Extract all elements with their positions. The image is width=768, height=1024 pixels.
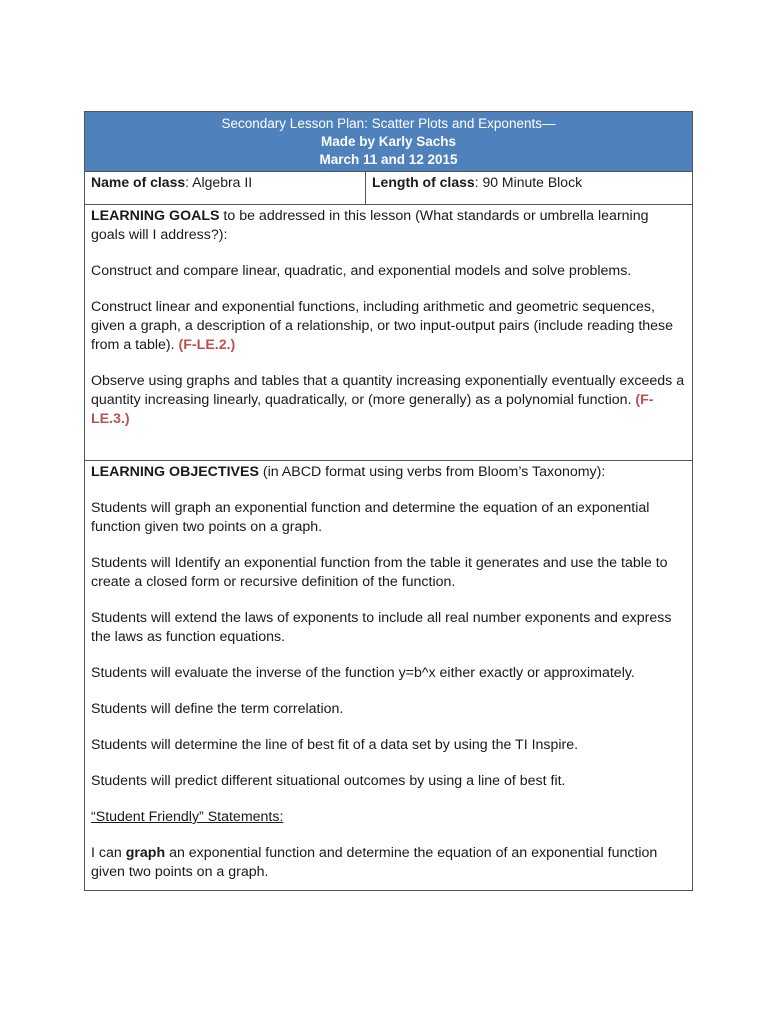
goal-item: [91, 372, 686, 429]
objective-item: Students will Identify an exponential function from the table it generates and use the table to create a closed form or recursive definition of the function.: [91, 555, 668, 590]
plan-header: [85, 112, 692, 172]
goal-item: [91, 262, 686, 281]
class-length-label: Length of class: [372, 174, 475, 190]
objectives-intro-text: (in ABCD format using verbs from Bloom’s Taxonomy):: [258, 464, 606, 480]
objective-item: Students will extend the laws of exponents to include all real number exponents and express the laws as function equations.: [91, 610, 672, 645]
class-info-row: [85, 172, 692, 205]
objectives-intro: [91, 463, 686, 482]
class-length-value: : 90 Minute Block: [474, 174, 583, 190]
standard-code: (F-LE.3.): [91, 392, 654, 427]
objective-item: Students will define the term correlation.: [91, 701, 344, 717]
learning-goals-section: [85, 205, 692, 461]
goal-text: Construct linear and exponential functions, including arithmetic and geometric sequences, given a graph, a description of a relationship, or two input-output pairs (include reading these from a table).: [91, 299, 674, 353]
goals-heading: LEARNING GOALS: [91, 208, 220, 224]
objectives-heading: LEARNING OBJECTIVES: [91, 464, 259, 480]
lesson-plan-table: [84, 111, 693, 891]
goals-intro-text: to be addressed in this lesson (What standards or umbrella learning goals will I address?):: [91, 208, 649, 243]
student-friendly-heading-text: “Student Friendly” Statements:: [91, 809, 284, 825]
student-friendly-heading: [91, 808, 686, 827]
class-length-cell: [366, 172, 692, 204]
objective-item: Students will graph an exponential function and determine the equation of an exponential function given two points on a graph.: [91, 500, 650, 535]
goals-intro: [91, 207, 686, 245]
class-name-value: : Algebra II: [185, 174, 253, 190]
plan-date: March 11 and 12 2015: [319, 152, 458, 167]
plan-author: Made by Karly Sachs: [320, 134, 457, 149]
learning-objectives-section: [85, 461, 692, 890]
statement-prefix: I can: [91, 845, 126, 861]
goal-item: [91, 298, 686, 355]
student-statement: [91, 844, 686, 882]
objective-item: Students will determine the line of best fit of a data set by using the TI Inspire.: [91, 737, 579, 753]
plan-title: Secondary Lesson Plan: Scatter Plots and Exponents—: [221, 116, 556, 131]
goal-text: Observe using graphs and tables that a quantity increasing exponentially eventually exceeds a quantity increasing linearly, quadratically, or (more generally) as a polynomial function.: [91, 373, 685, 408]
standard-code: (F-LE.2.): [178, 337, 236, 353]
goal-text: Construct and compare linear, quadratic, and exponential models and solve problems.: [91, 263, 632, 279]
objective-item: Students will evaluate the inverse of the function y=b^x either exactly or approximately.: [91, 665, 635, 681]
objective-item: Students will predict different situational outcomes by using a line of best fit.: [91, 773, 566, 789]
statement-verb: graph: [125, 845, 166, 861]
class-name-cell: [85, 172, 366, 204]
class-name-label: Name of class: [91, 174, 186, 190]
statement-rest: an exponential function and determine the equation of an exponential function given two points on a graph.: [91, 845, 658, 880]
